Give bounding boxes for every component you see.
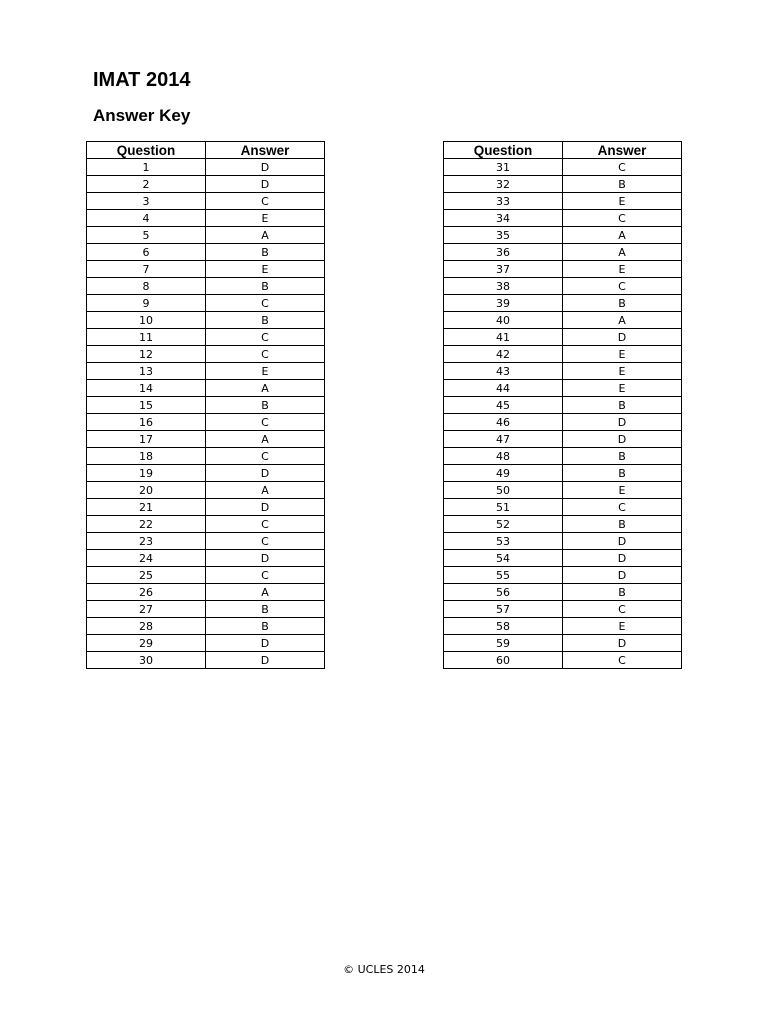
question-number-cell: 55 [444,567,563,584]
question-number-cell: 11 [87,329,206,346]
answer-cell: D [563,329,682,346]
table-row [87,210,325,227]
question-number-cell: 51 [444,499,563,516]
table-row [87,482,325,499]
answer-cell: C [206,346,325,363]
table-header-row [444,142,682,159]
table-row [87,380,325,397]
question-number-cell: 48 [444,448,563,465]
answer-cell: B [206,397,325,414]
table-row [444,533,682,550]
table-row [87,618,325,635]
answer-cell: B [563,176,682,193]
table-row [444,550,682,567]
answer-cell: B [206,278,325,295]
answer-cell: A [206,584,325,601]
table-row [444,210,682,227]
question-column-header: Question [87,142,206,159]
table-row [87,193,325,210]
table-row [87,533,325,550]
question-number-cell: 35 [444,227,563,244]
answer-cell: B [206,618,325,635]
table-row [444,567,682,584]
table-row [87,567,325,584]
table-row [87,652,325,669]
question-number-cell: 42 [444,346,563,363]
answer-cell: C [563,210,682,227]
table-row [444,346,682,363]
table-row [444,363,682,380]
answer-cell: D [563,635,682,652]
question-number-cell: 38 [444,278,563,295]
question-number-cell: 18 [87,448,206,465]
question-number-cell: 43 [444,363,563,380]
table-row [87,346,325,363]
answer-cell: D [206,159,325,176]
question-number-cell: 41 [444,329,563,346]
table-row [87,516,325,533]
table-row [444,584,682,601]
answer-cell: C [563,601,682,618]
answer-cell: A [563,312,682,329]
table-row [87,159,325,176]
answer-cell: B [563,397,682,414]
question-number-cell: 60 [444,652,563,669]
answer-cell: D [206,550,325,567]
answer-cell: D [206,635,325,652]
table-row [444,159,682,176]
table-row [444,176,682,193]
answer-cell: D [563,431,682,448]
answer-cell: C [206,448,325,465]
answer-cell: D [563,567,682,584]
question-number-cell: 24 [87,550,206,567]
answer-cell: A [206,482,325,499]
question-number-cell: 36 [444,244,563,261]
table-row [444,414,682,431]
answer-cell: E [206,210,325,227]
answer-cell: B [563,465,682,482]
question-number-cell: 34 [444,210,563,227]
answer-cell: C [206,567,325,584]
table-row [87,397,325,414]
answer-cell: D [206,465,325,482]
table-row [87,431,325,448]
question-number-cell: 20 [87,482,206,499]
table-row [444,397,682,414]
table-row [444,431,682,448]
question-number-cell: 39 [444,295,563,312]
table-row [444,618,682,635]
table-row [444,516,682,533]
answer-cell: E [563,193,682,210]
table-row [87,414,325,431]
copyright-footer: © UCLES 2014 [343,963,425,976]
table-row [87,176,325,193]
question-number-cell: 53 [444,533,563,550]
answer-cell: C [206,193,325,210]
question-number-cell: 50 [444,482,563,499]
answer-cell: C [563,499,682,516]
answer-cell: D [563,533,682,550]
question-number-cell: 2 [87,176,206,193]
question-number-cell: 12 [87,346,206,363]
answer-cell: E [563,482,682,499]
question-number-cell: 31 [444,159,563,176]
answer-cell: B [563,584,682,601]
answer-cell: C [563,652,682,669]
question-number-cell: 5 [87,227,206,244]
answer-cell: E [563,261,682,278]
answer-cell: A [563,227,682,244]
answer-cell: E [563,363,682,380]
table-row [87,295,325,312]
answer-cell: C [563,159,682,176]
table-row [444,601,682,618]
answer-cell: B [563,295,682,312]
question-number-cell: 57 [444,601,563,618]
question-number-cell: 40 [444,312,563,329]
question-number-cell: 1 [87,159,206,176]
question-number-cell: 46 [444,414,563,431]
table-row [87,499,325,516]
question-number-cell: 45 [444,397,563,414]
question-number-cell: 14 [87,380,206,397]
table-header-row [87,142,325,159]
question-number-cell: 44 [444,380,563,397]
table-row [444,448,682,465]
question-number-cell: 33 [444,193,563,210]
table-row [444,635,682,652]
question-number-cell: 56 [444,584,563,601]
table-row [444,312,682,329]
table-row [87,329,325,346]
question-number-cell: 9 [87,295,206,312]
table-row [87,465,325,482]
answer-cell: E [206,261,325,278]
question-number-cell: 30 [87,652,206,669]
question-number-cell: 13 [87,363,206,380]
table-row [444,193,682,210]
answer-cell: A [206,431,325,448]
answer-cell: D [563,414,682,431]
answer-cell: C [206,329,325,346]
table-row [444,244,682,261]
question-number-cell: 3 [87,193,206,210]
answer-column-header: Answer [206,142,325,159]
table-row [444,482,682,499]
table-row [87,363,325,380]
answer-cell: A [206,380,325,397]
answer-cell: C [206,295,325,312]
question-number-cell: 26 [87,584,206,601]
answer-cell: B [206,601,325,618]
question-number-cell: 10 [87,312,206,329]
table-row [87,261,325,278]
question-number-cell: 8 [87,278,206,295]
question-number-cell: 6 [87,244,206,261]
question-number-cell: 23 [87,533,206,550]
answer-cell: E [563,380,682,397]
table-row [444,652,682,669]
question-column-header: Question [444,142,563,159]
answer-cell: C [206,516,325,533]
answer-cell: C [206,533,325,550]
table-row [87,584,325,601]
answer-cell: A [206,227,325,244]
table-row [87,550,325,567]
table-row [87,448,325,465]
question-number-cell: 17 [87,431,206,448]
question-number-cell: 19 [87,465,206,482]
table-row [444,329,682,346]
answer-table-left [86,141,325,669]
question-number-cell: 54 [444,550,563,567]
question-number-cell: 52 [444,516,563,533]
question-number-cell: 27 [87,601,206,618]
answer-cell: D [206,176,325,193]
answer-cell: E [563,618,682,635]
table-row [444,261,682,278]
answer-cell: D [563,550,682,567]
answer-column-header: Answer [563,142,682,159]
answer-cell: C [563,278,682,295]
document-subtitle: Answer Key [93,106,191,125]
answer-cell: B [206,312,325,329]
table-row [444,278,682,295]
question-number-cell: 16 [87,414,206,431]
question-number-cell: 32 [444,176,563,193]
question-number-cell: 28 [87,618,206,635]
table-row [444,295,682,312]
question-number-cell: 47 [444,431,563,448]
table-row [444,465,682,482]
question-number-cell: 22 [87,516,206,533]
question-number-cell: 25 [87,567,206,584]
question-number-cell: 49 [444,465,563,482]
table-row [444,499,682,516]
answer-cell: A [563,244,682,261]
table-row [87,278,325,295]
table-row [444,380,682,397]
answer-cell: B [563,516,682,533]
table-row [87,244,325,261]
table-row [87,227,325,244]
question-number-cell: 37 [444,261,563,278]
question-number-cell: 7 [87,261,206,278]
document-title: IMAT 2014 [93,69,191,91]
answer-cell: E [206,363,325,380]
table-row [87,635,325,652]
answer-cell: D [206,652,325,669]
answer-cell: B [563,448,682,465]
question-number-cell: 15 [87,397,206,414]
answer-cell: D [206,499,325,516]
answer-table-right [443,141,682,669]
question-number-cell: 4 [87,210,206,227]
question-number-cell: 59 [444,635,563,652]
question-number-cell: 21 [87,499,206,516]
table-row [87,601,325,618]
answer-cell: C [206,414,325,431]
table-row [87,312,325,329]
question-number-cell: 58 [444,618,563,635]
answer-cell: B [206,244,325,261]
answer-cell: E [563,346,682,363]
table-row [444,227,682,244]
question-number-cell: 29 [87,635,206,652]
